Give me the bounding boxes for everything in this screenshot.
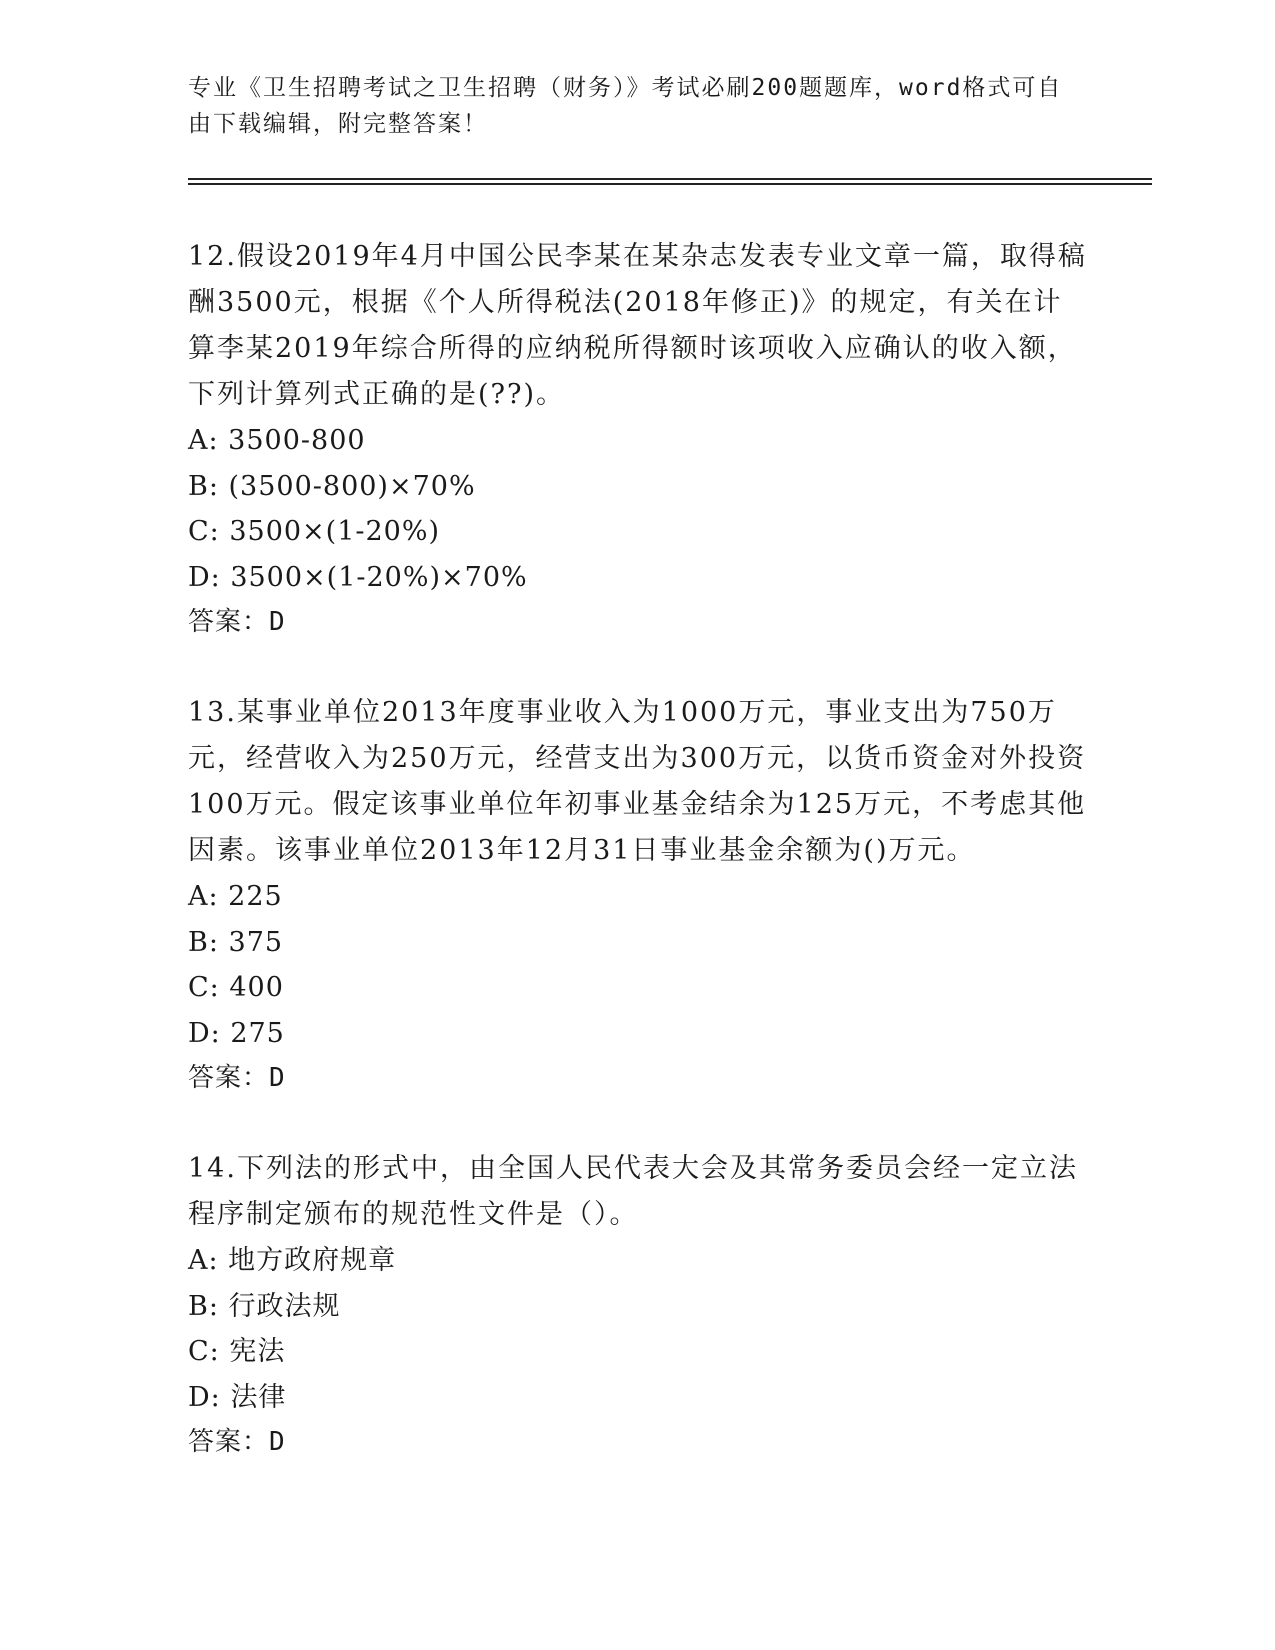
option-a: A: 地方政府规章 [188, 1245, 397, 1276]
option-d: D: 法律 [188, 1381, 287, 1413]
answer: 答案：D [188, 1063, 286, 1093]
option-d: D: 3500×(1-20%)×70% [188, 561, 528, 593]
answer: 答案：D [188, 1427, 286, 1457]
question-12 [188, 234, 1088, 646]
option-c: C: 400 [188, 972, 284, 1003]
question-13 [188, 690, 1088, 1102]
question-stem: 13.某事业单位2013年度事业收入为1000万元，事业支出为750万元，经营收入为250万元，经营支出为300万元，以货币资金对外投资100万元。假定该事业单位年初事业基金结余为125万元，不考虑其他因素。该事业单位2013年12月31日事业基金余额为()万元。 [188, 697, 1087, 866]
question-stem: 12.假设2019年4月中国公民李某在某杂志发表专业文章一篇，取得稿酬3500元，根据《个人所得税法(2018年修正)》的规定，有关在计算李某2019年综合所得的应纳税所得额时该项收入应确认的收入额，下列计算列式正确的是(??)。 [188, 241, 1087, 410]
header-divider-bottom [188, 183, 1152, 185]
header-divider-top [188, 178, 1152, 180]
option-d: D: 275 [188, 1017, 285, 1049]
question-stem: 14.下列法的形式中，由全国人民代表大会及其常务委员会经一定立法程序制定颁布的规范性文件是（）。 [188, 1153, 1078, 1230]
option-b: B: (3500-800)×70% [188, 470, 476, 502]
header-intro-text: 专业《卫生招聘考试之卫生招聘（财务）》考试必刷200题题库，word格式可自由下载编辑，附完整答案！ [188, 75, 1063, 137]
document-header [188, 70, 1068, 142]
option-c: C: 宪法 [188, 1336, 286, 1367]
question-14 [188, 1146, 1088, 1466]
answer: 答案：D [188, 607, 286, 637]
option-c: C: 3500×(1-20%) [188, 516, 441, 547]
option-a: A: 225 [188, 881, 283, 912]
option-b: B: 375 [188, 926, 284, 958]
option-a: A: 3500-800 [188, 425, 366, 456]
option-b: B: 行政法规 [188, 1290, 341, 1322]
